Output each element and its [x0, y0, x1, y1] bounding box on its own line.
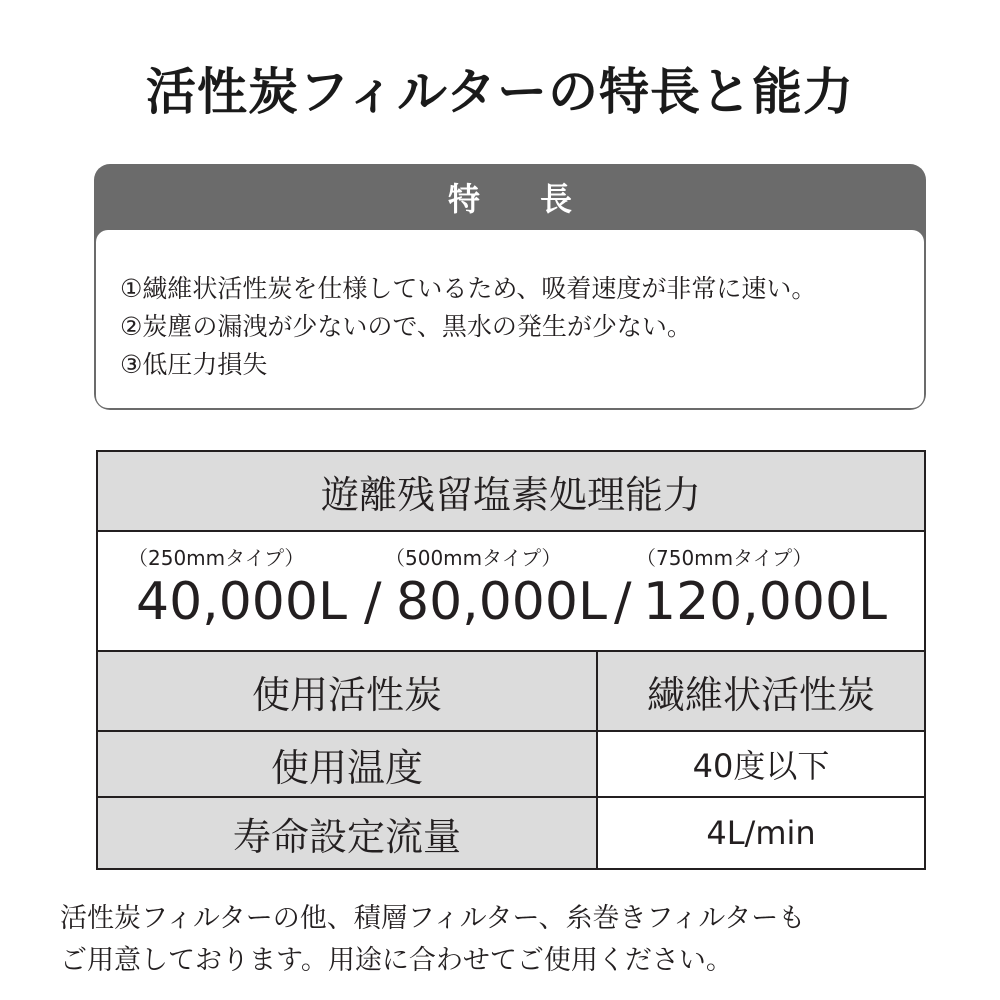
carbon-label: 使用活性炭 [97, 651, 597, 731]
temperature-label: 使用温度 [97, 731, 597, 797]
separator: / [364, 572, 382, 632]
features-list [96, 230, 924, 408]
capacity-values-cell [97, 531, 925, 651]
type-500-label: （500mmタイプ） [385, 546, 562, 570]
flow-label: 寿命設定流量 [97, 797, 597, 869]
note-line: ご用意しております。用途に合わせてご使用ください。 [60, 945, 733, 976]
type-250-value: 40,000L [136, 572, 347, 632]
note-line: 活性炭フィルターの他、積層フィルター、糸巻きフィルターも [60, 903, 806, 934]
temperature-value: 40度以下 [597, 731, 925, 797]
footer-note [60, 898, 960, 982]
carbon-value: 繊維状活性炭 [597, 651, 925, 731]
separator: / [614, 572, 632, 632]
type-250-label: （250mmタイプ） [128, 546, 305, 570]
page-title: 活性炭フィルターの特長と能力 [146, 63, 854, 121]
features-header: 特長 [447, 180, 632, 218]
features-panel [94, 164, 926, 410]
type-750-value: 120,000L [643, 572, 888, 632]
spec-table [96, 450, 926, 870]
feature-item: ②炭塵の漏洩が少ないので、黒水の発生が少ない。 [120, 312, 692, 341]
feature-item: ③低圧力損失 [120, 350, 268, 379]
flow-value: 4L/min [597, 797, 925, 869]
type-500-value: 80,000L [396, 572, 607, 632]
capacity-title: 遊離残留塩素処理能力 [97, 451, 925, 531]
type-750-label: （750mmタイプ） [636, 546, 813, 570]
feature-item: ①繊維状活性炭を仕様しているため、吸着速度が非常に速い。 [120, 274, 817, 303]
